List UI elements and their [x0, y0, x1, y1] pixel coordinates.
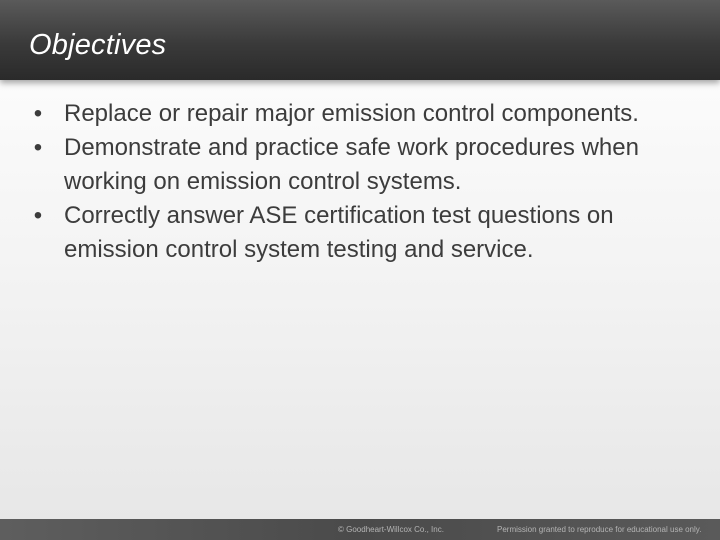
title-bar — [0, 0, 720, 80]
bullet-text: Demonstrate and practice safe work procedures when working on emission control systems. — [64, 134, 639, 195]
bullet-item — [28, 199, 698, 267]
footer-bar — [0, 519, 720, 540]
footer-permission: Permission granted to reproduce for educational use only. — [497, 525, 702, 534]
bullet-text: Correctly answer ASE certification test questions on emission control system testing and service. — [64, 202, 614, 263]
bullet-list — [28, 97, 698, 267]
bullet-item — [28, 131, 698, 199]
bullet-marker: • — [33, 100, 43, 127]
footer-copyright: © Goodheart-Willcox Co., Inc. — [338, 525, 444, 534]
bullet-marker: • — [33, 202, 43, 229]
bullet-text: Replace or repair major emission control components. — [64, 100, 639, 127]
slide-title: Objectives — [29, 29, 167, 61]
bullet-marker: • — [33, 134, 43, 161]
bullet-item — [28, 97, 698, 131]
